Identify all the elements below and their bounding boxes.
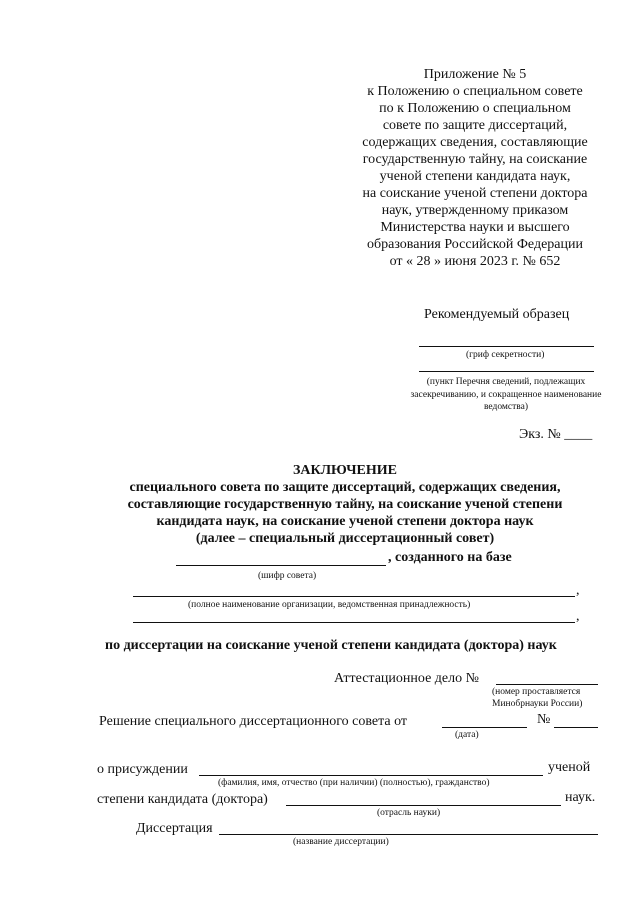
award-tail: ученой [548, 760, 591, 775]
created-on-base: , созданного на базе [388, 550, 512, 565]
organization-line-1 [133, 596, 575, 597]
document-title [60, 462, 630, 547]
appendix-line: образования Российской Федерации [367, 237, 583, 252]
attestation-note-1: (номер проставляется [492, 687, 581, 697]
appendix-line: от « 28 » июня 2023 г. № 652 [389, 254, 561, 269]
secrecy-note-line [419, 371, 594, 372]
appendix-line: Министерства науки и высшего [380, 220, 570, 235]
dissertation-for: по диссертации на соискание ученой степени кандидата (доктора) наук [105, 638, 557, 653]
title-line: специального совета по защите диссертаций, содержащих сведения, [129, 480, 561, 495]
organization-line-2 [133, 622, 575, 623]
secrecy-caption: (гриф секретности) [466, 350, 545, 360]
appendix-line: по к Положению о специальном [379, 101, 571, 116]
appendix-line: ученой степени кандидата наук, [379, 169, 571, 184]
decision-number-line [554, 727, 598, 728]
field-caption: (отрасль науки) [377, 808, 441, 818]
degree-label: степени кандидата (доктора) [97, 792, 268, 807]
appendix-line: на соискание ученой степени доктора [362, 186, 588, 201]
org-comma-top: , [576, 583, 580, 598]
council-code-caption: (шифр совета) [258, 571, 317, 581]
decision-number-sign: № [537, 712, 551, 727]
appendix-line: совете по защите диссертаций, [382, 118, 568, 133]
copy-number: Экз. № ____ [519, 427, 593, 442]
attestation-case-line [496, 684, 598, 685]
degree-field-line [286, 805, 561, 806]
decision-label: Решение специального диссертационного совета от [99, 714, 408, 729]
recommended-sample: Рекомендуемый образец [424, 307, 570, 322]
decision-date-line [442, 727, 527, 728]
dissertation-title-line [219, 834, 598, 835]
appendix-line: наук, утвержденному приказом [381, 203, 569, 218]
attestation-case-label: Аттестационное дело № [334, 671, 479, 686]
title-line: кандидата наук, на соискание ученой степени доктора наук [156, 514, 534, 529]
org-comma: , [576, 609, 580, 624]
appendix-line: к Положению о специальном совете [367, 84, 583, 99]
dissertation-caption: (название диссертации) [293, 837, 389, 847]
organization-caption: (полное наименование организации, ведомственная принадлежность) [188, 600, 471, 610]
date-caption: (дата) [455, 730, 479, 740]
appendix-block [320, 66, 630, 270]
secrecy-note: (пункт Перечня сведений, подлежащих засекречиванию, и сокращенное наименование ведомства) [410, 377, 602, 412]
title-heading: ЗАКЛЮЧЕНИЕ [292, 463, 398, 478]
dissertation-label: Диссертация [136, 821, 213, 836]
appendix-line: Приложение № 5 [423, 67, 527, 82]
attestation-note-2: Минобрнауки России) [492, 699, 583, 709]
appendix-line: содержащих сведения, составляющие [362, 135, 588, 150]
secrecy-line [419, 346, 594, 347]
award-name-line [199, 775, 543, 776]
award-label: о присуждении [97, 762, 188, 777]
degree-tail: наук. [565, 790, 596, 805]
title-line: (далее – специальный диссертационный совет) [195, 531, 495, 546]
title-line: составляющие государственную тайну, на соискание ученой степени [127, 497, 563, 512]
appendix-line: государственную тайну, на соискание [362, 152, 588, 167]
name-caption: (фамилия, имя, отчество (при наличии) (полностью), гражданство) [218, 778, 490, 788]
council-code-line [176, 565, 386, 566]
